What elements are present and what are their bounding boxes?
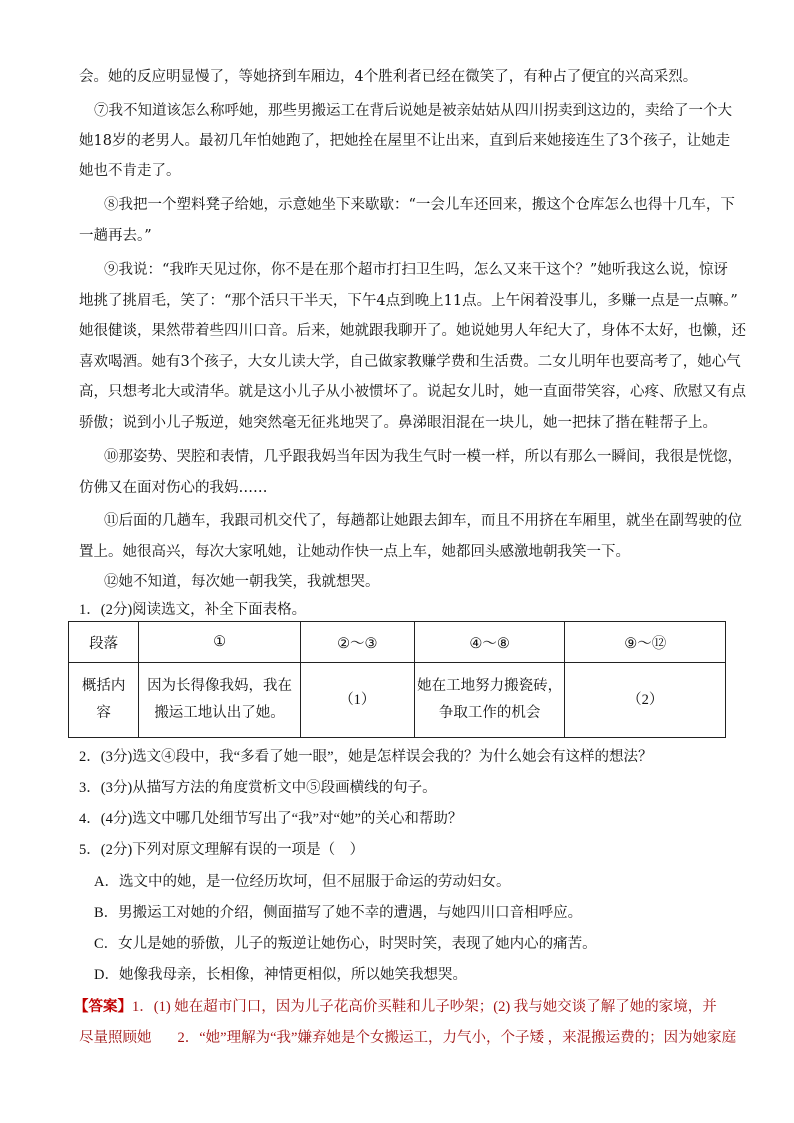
table-cell-col-3 [414,663,565,738]
paragraph-11-line-1: ⑪后面的几趟车，我跟司机交代了，每趟都让她跟去卸车，而且不用挤在车厢里，就坐在副驾驶的位 [104,513,742,529]
paragraph-7-line-3: 她也不肯走了。 [79,163,181,179]
answer-line-1 [74,995,717,1016]
paragraph-10-line-1: ⑩那姿势、哭腔和表情，几乎跟我妈当年因为我生气时一模一样，所以有那么一瞬间，我很是恍惚， [104,449,742,465]
question-3: 3．(3分)从描写方法的角度赏析文中⑤段画横线的句子。 [79,780,437,796]
table-cell-col-4-blank: （2） [565,663,726,738]
paragraph-7-line-1: ⑦我不知道该怎么称呼她，那些男搬运工在背后说她是被亲姑姑从四川拐卖到这边的，卖给了一个大 [94,103,732,119]
question-5-option-d: D．她像我母亲，长相像，神情更相似，所以她笑我想哭。 [94,967,467,983]
table-header-col-4: ⑨～⑫ [565,622,726,663]
paragraph-10-line-2: 仿佛又在面对伤心的我妈…… [79,480,268,496]
table-header-col-2: ②～③ [300,622,414,663]
answer-text-1: 1．(1) 她在超市门口，因为儿子花高价买鞋和儿子吵架；(2) 我与她交谈了解了她的家境，并 [132,999,717,1015]
paragraph-9-line-2: 地挑了挑眉毛，笑了：“那个活只干半天，下午4点到晚上11点。上午闲着没事儿，多赚一点是一点嘛。” [79,293,738,309]
summary-table [68,621,726,738]
table-cell-col-2-blank: （1） [300,663,414,738]
paragraph-9-line-1: ⑨我说：“我昨天见过你，你不是在那个超市打扫卫生吗，怎么又来干这个？”她听我这么说，惊讶 [104,262,728,278]
table-row [69,663,726,738]
paragraph-6-tail: 会。她的反应明显慢了，等她挤到车厢边，4个胜利者已经在微笑了，有种占了便宜的兴高采烈。 [79,69,698,85]
question-5-option-a: A．选文中的她，是一位经历坎坷，但不屈服于命运的劳动妇女。 [94,874,511,890]
table-header-col-3: ④～⑧ [414,622,565,663]
table-row-label-line-2: 容 [96,705,111,721]
question-5-option-b: B．男搬运工对她的介绍，侧面描写了她不幸的遭遇，与她四川口音相呼应。 [94,905,583,921]
question-5-option-c: C．女儿是她的骄傲，儿子的叛逆让她伤心，时哭时笑，表现了她内心的痛苦。 [94,936,597,952]
table-row-label-line-1: 概括内 [81,678,126,694]
table-cell-col-1 [139,663,300,738]
paragraph-9-line-4: 喜欢喝酒。她有3个孩子，大女儿读大学，自己做家教赚学费和生活费。二女儿明年也要高考了，她心气 [79,354,741,370]
question-4: 4．(4分)选文中哪几处细节写出了“我”对“她”的关心和帮助？ [79,811,463,827]
table-row-label [69,663,139,738]
paragraph-7-line-2: 她18岁的老男人。最初几年怕她跑了，把她拴在屋里不让出来，直到后来她接连生了3个孩子，让她走 [79,133,731,149]
paragraph-9-line-6: 骄傲；说到小儿子叛逆，她突然毫无征兆地哭了。鼻涕眼泪混在一块儿，她一把抹了揩在鞋帮子上。 [79,415,717,431]
paragraph-11-line-2: 置上。她很高兴，每次大家吼她，让她动作快一点上车，她都回头感激地朝我笑一下。 [79,544,630,560]
table-cell-col-3-line-2: 争取工作的机会 [438,705,541,721]
table-header-col-1: ① [139,622,300,663]
table-cell-col-1-line-1: 因为长得像我妈，我在 [147,678,293,694]
answer-text-2b: 2．“她”理解为“我”嫌弃她是个女搬运工，力气小，个子矮 ，来混搬运费的；因为她家庭 [177,1030,737,1046]
question-1: 1．(2分)阅读选文，补全下面表格。 [79,602,307,618]
answer-text-2a: 尽量照顾她 [79,1030,152,1046]
answer-tag: 【答案】 [74,999,132,1015]
table-cell-col-1-line-2: 搬运工地认出了她。 [154,705,285,721]
paragraph-9-line-5: 高，只想考北大或清华。就是这小儿子从小被惯坏了。说起女儿时，她一直面带笑容，心疼、欣慰又有点 [79,384,746,400]
paragraph-8-line-2: 一趟再去。” [79,228,152,244]
table-header-label: 段落 [69,622,139,663]
paragraph-8-line-1: ⑧我把一个塑料凳子给她，示意她坐下来歇歇：“一会儿车还回来，搬这个仓库怎么也得十几车，下 [104,197,735,213]
table-header-row [69,622,726,663]
paragraph-9-line-3: 她很健谈，果然带着些四川口音。后来，她就跟我聊开了。她说她男人年纪大了，身体不太好，也懒，还 [79,323,746,339]
answer-line-2 [79,1026,736,1047]
table-cell-col-3-line-1: 她在工地努力搬瓷砖， [417,678,563,694]
paragraph-12: ⑫她不知道，每次她一朝我笑，我就想哭。 [104,574,380,590]
question-2: 2．(3分)选文④段中，我“多看了她一眼”，她是怎样误会我的？为什么她会有这样的想法？ [79,749,653,765]
question-5: 5．(2分)下列对原文理解有误的一项是（ ） [79,842,365,858]
